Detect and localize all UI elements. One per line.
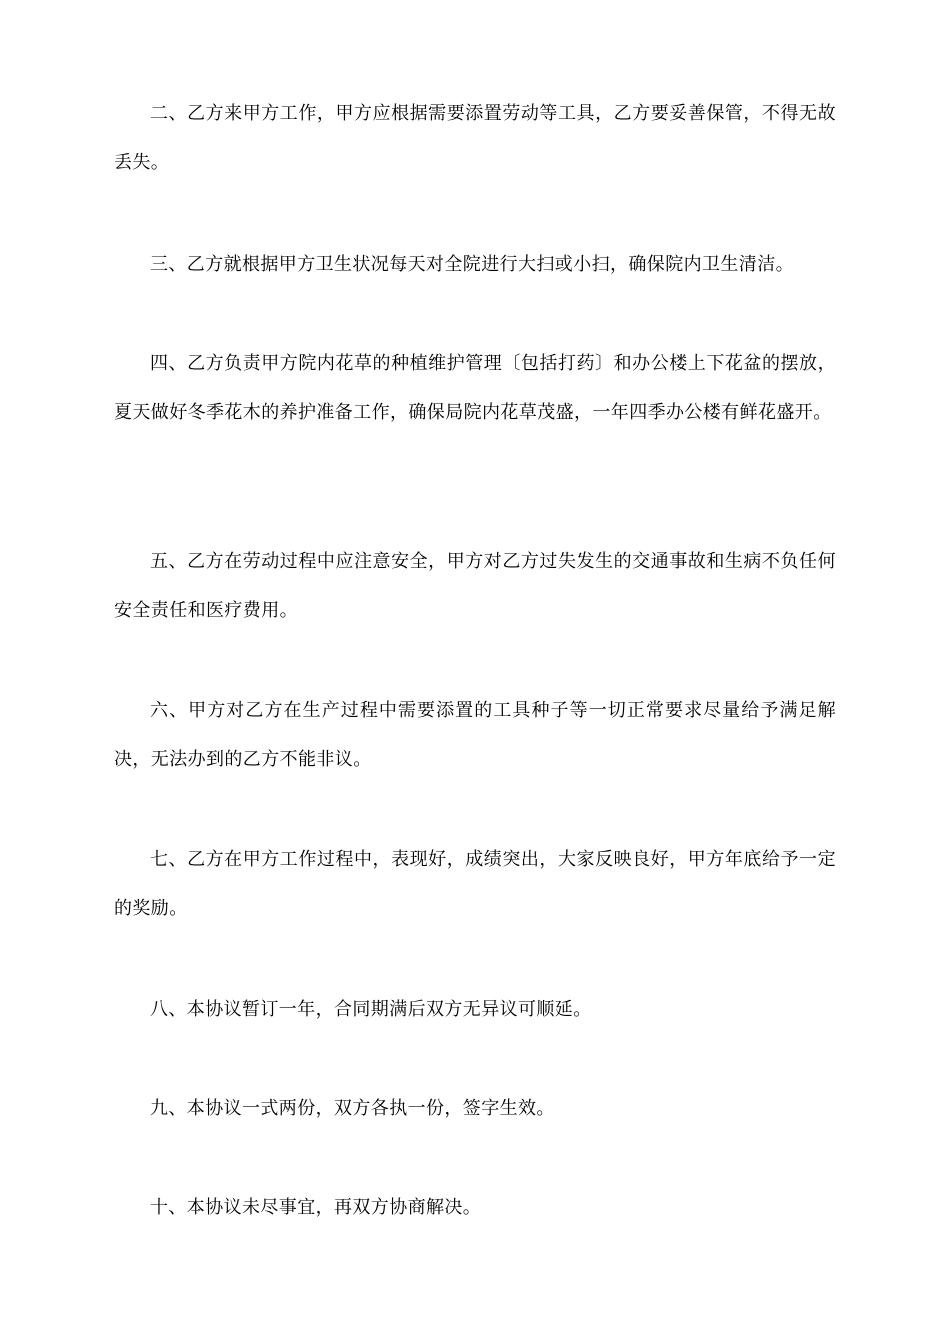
clause-3: 三、乙方就根据甲方卫生状况每天对全院进行大扫或小扫，确保院内卫生清洁。 (150, 254, 794, 275)
clause-4: 四、乙方负责甲方院内花草的种植维护管理〔包括打药〕和办公楼上下花盆的摆放，夏天做好冬季花木的养护准备工作，确保局院内花草茂盛，一年四季办公楼有鲜花盛开。 (114, 353, 836, 423)
clause-7: 七、乙方在甲方工作过程中，表现好，成绩突出，大家反映良好，甲方年底给予一定的奖励。 (114, 849, 836, 919)
clause-2: 二、乙方来甲方工作，甲方应根据需要添置劳动等工具，乙方要妥善保管，不得无故丢失。 (114, 103, 836, 173)
clause-9: 九、本协议一式两份，双方各执一份，签字生效。 (150, 1098, 555, 1119)
clause-10: 十、本协议未尽事宜，再双方协商解决。 (150, 1197, 482, 1218)
clause-5: 五、乙方在劳动过程中应注意安全，甲方对乙方过失发生的交通事故和生病不负任何安全责任和医疗费用。 (114, 551, 836, 621)
clause-6: 六、甲方对乙方在生产过程中需要添置的工具种子等一切正常要求尽量给予满足解决，无法办到的乙方不能非议。 (114, 700, 836, 770)
clause-8: 八、本协议暂订一年，合同期满后双方无异议可顺延。 (150, 999, 592, 1020)
